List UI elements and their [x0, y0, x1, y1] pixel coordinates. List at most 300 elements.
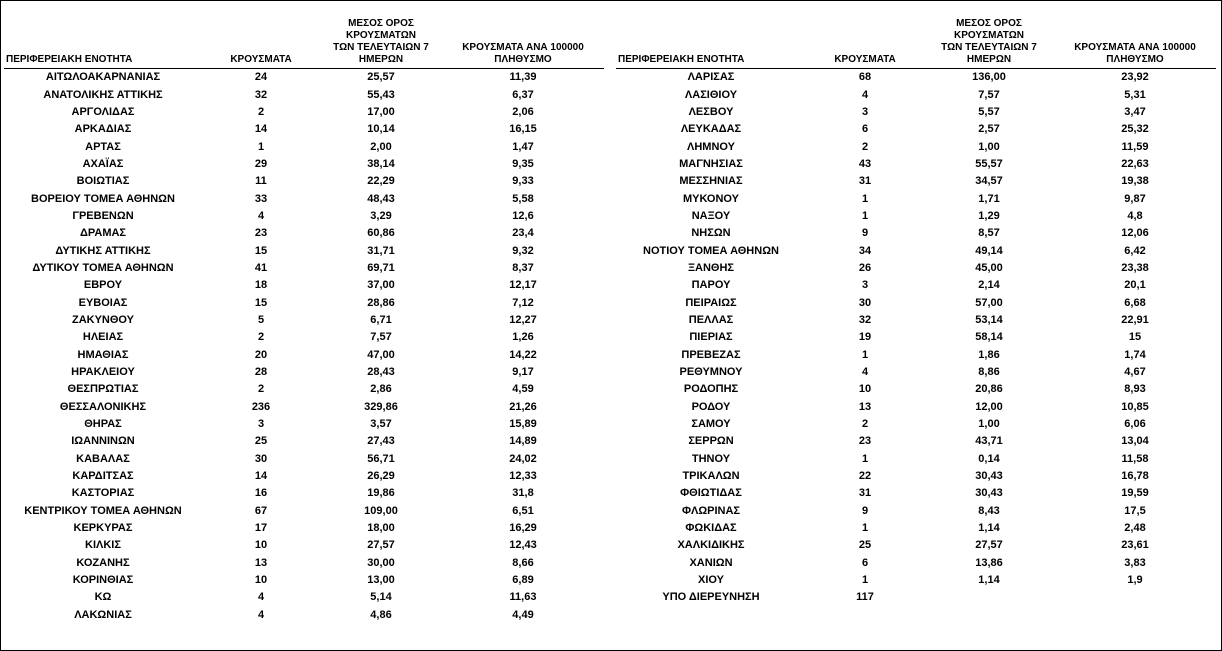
table-row: [616, 503, 1216, 520]
cell-per-100k: 31,8: [512, 487, 534, 500]
cell-cases: 25: [254, 435, 268, 448]
cell-region: ΡΟΔΟΠΗΣ: [683, 383, 739, 396]
cell-region: ΚΑΣΤΟΡΙΑΣ: [71, 487, 135, 500]
table-row: [616, 537, 1216, 554]
cases-table-right: [616, 16, 1216, 607]
cell-cases: 25: [858, 539, 872, 552]
header-avg-7-days: [320, 16, 442, 69]
cell-region: ΞΑΝΘΗΣ: [687, 261, 735, 274]
cell-avg-7-days: 27,43: [367, 435, 395, 448]
cell-region: ΣΑΜΟΥ: [691, 418, 731, 431]
cell-per-100k: 9,33: [512, 175, 534, 188]
cell-avg-7-days: 2,00: [370, 140, 392, 153]
cell-cases: 1: [861, 209, 869, 222]
table-row: [616, 69, 1216, 87]
table-row: [4, 294, 604, 311]
table-header-row: [4, 16, 604, 69]
table-row: [4, 537, 604, 554]
cell-per-100k: 20,1: [1124, 279, 1146, 292]
cell-per-100k: 10,85: [1121, 400, 1149, 413]
cell-cases: 67: [254, 504, 268, 517]
cell-region: ΚΟΖΑΝΗΣ: [76, 556, 130, 569]
cell-avg-7-days: 1,29: [978, 209, 1000, 222]
cell-cases: 3: [861, 279, 869, 292]
table-row: [4, 190, 604, 207]
cell-region: ΗΛΕΙΑΣ: [82, 331, 124, 344]
cell-per-100k: 11,39: [509, 71, 537, 84]
cell-per-100k: [1054, 589, 1216, 606]
header-avg-line2: ΤΩΝ ΤΕΛΕΥΤΑΙΩΝ 7: [941, 42, 1037, 53]
table-row: [616, 104, 1216, 121]
cell-per-100k: 9,32: [512, 244, 534, 257]
cell-per-100k: 2,06: [512, 105, 534, 118]
cell-region: ΚΕΝΤΡΙΚΟΥ ΤΟΜΕΑ ΑΘΗΝΩΝ: [24, 504, 182, 517]
table-row: [616, 347, 1216, 364]
cell-avg-7-days: 49,14: [975, 244, 1003, 257]
table-row: [616, 173, 1216, 190]
cell-cases: 19: [858, 331, 872, 344]
cell-per-100k: 6,51: [512, 504, 534, 517]
cell-cases: 5: [257, 313, 265, 326]
cell-per-100k: 11,58: [1121, 452, 1149, 465]
cell-per-100k: 22,63: [1121, 157, 1149, 170]
cell-per-100k: 2,48: [1124, 522, 1146, 535]
table-row: [616, 555, 1216, 572]
cell-region: ΦΩΚΙΔΑΣ: [685, 522, 737, 535]
cell-region: ΧΑΝΙΩΝ: [689, 556, 733, 569]
cell-avg-7-days: 18,00: [367, 522, 395, 535]
cell-cases: 4: [861, 366, 869, 379]
cell-per-100k: 12,17: [509, 279, 537, 292]
cell-per-100k: 23,61: [1121, 539, 1149, 552]
cell-avg-7-days: 27,57: [975, 539, 1003, 552]
cell-per-100k: 9,17: [512, 366, 534, 379]
header-region: ΠΕΡΙΦΕΡΕΙΑΚΗ ΕΝΟΤΗΤΑ: [616, 16, 806, 69]
table-row: [4, 173, 604, 190]
cell-avg-7-days: 20,86: [975, 383, 1003, 396]
cell-region: ΚΑΒΑΛΑΣ: [76, 452, 130, 465]
cell-region: ΖΑΚΥΝΘΟΥ: [71, 313, 135, 326]
table-row: [4, 607, 604, 624]
cell-avg-7-days: 19,86: [367, 487, 395, 500]
cell-per-100k: 12,33: [509, 470, 537, 483]
cell-region: ΔΥΤΙΚΟΥ ΤΟΜΕΑ ΑΘΗΝΩΝ: [32, 261, 174, 274]
table-row: [616, 381, 1216, 398]
cell-cases: 13: [858, 400, 872, 413]
cell-region: ΠΕΛΛΑΣ: [688, 313, 734, 326]
cell-region: ΑΙΤΩΛΟΑΚΑΡΝΑΝΙΑΣ: [45, 71, 161, 84]
cell-avg-7-days: 55,57: [975, 157, 1003, 170]
cell-region: ΛΑΣΙΘΙΟΥ: [684, 88, 738, 101]
cell-per-100k: 11,63: [509, 591, 537, 604]
cell-cases: 33: [254, 192, 268, 205]
table-row: [616, 468, 1216, 485]
cell-avg-7-days: 47,00: [367, 348, 395, 361]
cell-cases: 236: [251, 400, 271, 413]
cell-avg-7-days: 13,86: [975, 556, 1003, 569]
table-row: [4, 451, 604, 468]
cell-avg-7-days: 109,00: [364, 504, 398, 517]
table-row: [4, 242, 604, 259]
table-row: [616, 364, 1216, 381]
cell-avg-7-days: 7,57: [370, 331, 392, 344]
cell-avg-7-days: 30,00: [367, 556, 395, 569]
cell-cases: 4: [257, 608, 265, 621]
cell-avg-7-days: 5,57: [978, 105, 1000, 118]
table-header-row: [616, 16, 1216, 69]
cell-region: ΝΑΞΟΥ: [691, 209, 731, 222]
table-row: [4, 364, 604, 381]
cell-per-100k: 12,06: [1121, 227, 1149, 240]
cell-region: ΒΟΡΕΙΟΥ ΤΟΜΕΑ ΑΘΗΝΩΝ: [31, 192, 175, 205]
cell-per-100k: 8,93: [1124, 383, 1146, 396]
cell-region: ΚΙΛΚΙΣ: [85, 539, 121, 552]
cell-avg-7-days: 28,86: [367, 296, 395, 309]
table-row: [616, 225, 1216, 242]
cell-cases: 31: [858, 175, 872, 188]
header-per100k-line1: ΚΡΟΥΣΜΑΤΑ ΑΝΑ 100000: [1074, 42, 1196, 53]
cell-region: ΝΗΣΩΝ: [691, 227, 731, 240]
cell-per-100k: 3,83: [1124, 556, 1146, 569]
cell-avg-7-days: 1,00: [978, 418, 1000, 431]
cell-per-100k: 1,47: [512, 140, 534, 153]
table-row: [616, 589, 1216, 606]
table-body-left: [4, 69, 604, 625]
table-row: [616, 520, 1216, 537]
table-row: [616, 260, 1216, 277]
table-row: [616, 572, 1216, 589]
cell-avg-7-days: 3,29: [370, 209, 392, 222]
cell-region: ΘΕΣΣΑΛΟΝΙΚΗΣ: [59, 400, 147, 413]
cell-region: ΚΟΡΙΝΘΙΑΣ: [72, 574, 134, 587]
table-row: [4, 485, 604, 502]
cell-avg-7-days: 329,86: [364, 400, 398, 413]
header-avg-line1: ΜΕΣΟΣ ΟΡΟΣ ΚΡΟΥΣΜΑΤΩΝ: [954, 18, 1024, 41]
cell-region: ΡΟΔΟΥ: [691, 400, 731, 413]
cell-cases: 1: [861, 574, 869, 587]
cell-per-100k: 13,04: [1121, 435, 1149, 448]
cell-cases: 30: [254, 452, 268, 465]
table-row: [616, 242, 1216, 259]
cell-cases: 68: [858, 71, 872, 84]
cell-cases: 2: [861, 140, 869, 153]
cell-per-100k: 6,89: [512, 574, 534, 587]
cell-per-100k: 15: [1128, 331, 1142, 344]
cell-cases: 3: [257, 418, 265, 431]
cell-avg-7-days: 7,57: [978, 88, 1000, 101]
table-row: [4, 225, 604, 242]
cell-cases: 4: [861, 88, 869, 101]
cell-region: ΤΗΝΟΥ: [691, 452, 731, 465]
cell-cases: 14: [254, 470, 268, 483]
cell-cases: 2: [257, 331, 265, 344]
cell-per-100k: 9,87: [1124, 192, 1146, 205]
cell-region: ΕΒΡΟΥ: [83, 279, 123, 292]
cell-avg-7-days: 1,14: [978, 574, 1000, 587]
cell-per-100k: 6,42: [1124, 244, 1146, 257]
table-row: [4, 86, 604, 103]
cell-avg-7-days: 0,14: [978, 452, 1000, 465]
table-row: [4, 312, 604, 329]
cell-per-100k: 1,26: [512, 331, 534, 344]
cell-cases: 41: [254, 261, 268, 274]
cell-avg-7-days: 12,00: [975, 400, 1003, 413]
table-row: [4, 347, 604, 364]
cell-per-100k: 19,38: [1121, 175, 1149, 188]
cell-region: ΒΟΙΩΤΙΑΣ: [76, 175, 130, 188]
table-row: [616, 416, 1216, 433]
cell-region: ΛΑΚΩΝΙΑΣ: [74, 608, 132, 621]
cell-region: ΥΠΟ ΔΙΕΡΕΥΝΗΣΗ: [662, 591, 760, 604]
cell-per-100k: 25,32: [1121, 123, 1149, 136]
cell-avg-7-days: 8,86: [978, 366, 1000, 379]
cell-region: ΜΑΓΝΗΣΙΑΣ: [679, 157, 743, 170]
cell-avg-7-days: 37,00: [367, 279, 395, 292]
cell-per-100k: 1,9: [1127, 574, 1143, 587]
cell-per-100k: 14,89: [509, 435, 537, 448]
cell-region: ΡΕΘΥΜΝΟΥ: [679, 366, 743, 379]
cell-region: ΠΕΙΡΑΙΩΣ: [685, 296, 737, 309]
cell-per-100k: 8,37: [512, 261, 534, 274]
table-row: [4, 555, 604, 572]
table-row: [616, 86, 1216, 103]
cell-cases: 13: [254, 556, 268, 569]
cell-region: ΦΛΩΡΙΝΑΣ: [681, 504, 741, 517]
header-avg-line1: ΜΕΣΟΣ ΟΡΟΣ ΚΡΟΥΣΜΑΤΩΝ: [346, 18, 416, 41]
header-avg-7-days: [924, 16, 1054, 69]
cell-per-100k: 6,37: [512, 88, 534, 101]
header-per100k-line1: ΚΡΟΥΣΜΑΤΑ ΑΝΑ 100000: [462, 42, 584, 53]
cases-table-left: [4, 16, 604, 624]
cell-cases: 4: [257, 209, 265, 222]
cell-cases: 32: [858, 313, 872, 326]
cell-cases: 26: [858, 261, 872, 274]
cell-region: ΚΩ: [94, 591, 112, 604]
cell-per-100k: 5,31: [1124, 88, 1146, 101]
header-region: ΠΕΡΙΦΕΡΕΙΑΚΗ ΕΝΟΤΗΤΑ: [4, 16, 202, 69]
header-avg-line3: ΗΜΕΡΩΝ: [358, 54, 404, 65]
cell-avg-7-days: 34,57: [975, 175, 1003, 188]
table-row: [4, 277, 604, 294]
cell-cases: 1: [257, 140, 265, 153]
table-row: [616, 399, 1216, 416]
cell-per-100k: 14,22: [509, 348, 537, 361]
cell-cases: 1: [861, 192, 869, 205]
cell-per-100k: 17,5: [1124, 504, 1146, 517]
cell-avg-7-days: 1,14: [978, 522, 1000, 535]
header-per-100k: [442, 16, 604, 69]
table-row: [616, 208, 1216, 225]
cell-per-100k: 4,67: [1124, 366, 1146, 379]
cell-cases: 17: [254, 522, 268, 535]
cell-avg-7-days: 55,43: [367, 88, 395, 101]
table-row: [4, 208, 604, 225]
cell-per-100k: 23,4: [512, 227, 534, 240]
cell-cases: 2: [257, 105, 265, 118]
cell-avg-7-days: 1,86: [978, 348, 1000, 361]
table-row: [616, 433, 1216, 450]
cell-cases: 1: [861, 522, 869, 535]
cell-cases: 24: [254, 71, 268, 84]
table-row: [4, 69, 604, 87]
table-row: [616, 312, 1216, 329]
cell-avg-7-days: 43,71: [975, 435, 1003, 448]
table-row: [4, 520, 604, 537]
cell-cases: 15: [254, 296, 268, 309]
header-per100k-line2: ΠΛΗΘΥΣΜΟ: [1106, 54, 1164, 65]
cell-per-100k: 16,78: [1121, 470, 1149, 483]
cell-region: ΜΕΣΣΗΝΙΑΣ: [679, 175, 743, 188]
cell-avg-7-days: 31,71: [367, 244, 395, 257]
table-row: [4, 156, 604, 173]
cell-region: ΣΕΡΡΩΝ: [688, 435, 734, 448]
cell-avg-7-days: 53,14: [975, 313, 1003, 326]
table-row: [616, 190, 1216, 207]
cell-avg-7-days: 8,43: [978, 504, 1000, 517]
cell-region: ΚΕΡΚΥΡΑΣ: [73, 522, 133, 535]
cell-per-100k: 6,06: [1124, 418, 1146, 431]
cell-cases: 43: [858, 157, 872, 170]
cell-region: ΤΡΙΚΑΛΩΝ: [682, 470, 740, 483]
cell-region: ΑΝΑΤΟΛΙΚΗΣ ΑΤΤΙΚΗΣ: [43, 88, 163, 101]
cell-avg-7-days: [924, 589, 1054, 606]
cell-per-100k: 8,66: [512, 556, 534, 569]
table-row: [616, 329, 1216, 346]
cell-cases: 34: [858, 244, 872, 257]
cell-region: ΗΜΑΘΙΑΣ: [77, 348, 129, 361]
cell-avg-7-days: 30,43: [975, 470, 1003, 483]
cell-region: ΠΑΡΟΥ: [691, 279, 731, 292]
cell-region: ΘΕΣΠΡΩΤΙΑΣ: [67, 383, 139, 396]
cell-cases: 10: [254, 574, 268, 587]
header-cases: ΚΡΟΥΣΜΑΤΑ: [806, 16, 924, 69]
table-row: [4, 381, 604, 398]
cell-region: ΔΡΑΜΑΣ: [79, 227, 127, 240]
cell-per-100k: 16,29: [509, 522, 537, 535]
table-row: [616, 156, 1216, 173]
table-row: [4, 503, 604, 520]
cell-cases: 1: [861, 452, 869, 465]
cell-per-100k: 5,58: [512, 192, 534, 205]
cell-region: ΠΙΕΡΙΑΣ: [689, 331, 733, 344]
cell-cases: 31: [858, 487, 872, 500]
cell-cases: 11: [255, 175, 267, 188]
cell-per-100k: 3,47: [1124, 105, 1146, 118]
cell-per-100k: 23,38: [1121, 261, 1149, 274]
cell-per-100k: 19,59: [1121, 487, 1149, 500]
table-row: [4, 260, 604, 277]
cell-avg-7-days: 3,57: [370, 418, 392, 431]
table-row: [616, 294, 1216, 311]
cell-region: ΔΥΤΙΚΗΣ ΑΤΤΙΚΗΣ: [55, 244, 151, 257]
cell-avg-7-days: 57,00: [975, 296, 1003, 309]
cell-per-100k: 12,6: [512, 209, 534, 222]
table-row: [4, 416, 604, 433]
cell-cases: 9: [861, 227, 869, 240]
table-row: [4, 329, 604, 346]
cell-cases: 6: [861, 123, 869, 136]
cell-region: ΦΘΙΩΤΙΔΑΣ: [680, 487, 742, 500]
cell-avg-7-days: 60,86: [367, 227, 395, 240]
cell-avg-7-days: 136,00: [972, 71, 1006, 84]
cell-cases: 22: [858, 470, 872, 483]
cell-cases: 10: [858, 383, 872, 396]
cell-region: ΠΡΕΒΕΖΑΣ: [681, 348, 741, 361]
cell-per-100k: 11,59: [1121, 140, 1149, 153]
table-row: [4, 572, 604, 589]
cell-region: ΑΡΓΟΛΙΔΑΣ: [71, 105, 135, 118]
cell-cases: 4: [257, 591, 265, 604]
cell-cases: 23: [254, 227, 268, 240]
table-row: [616, 121, 1216, 138]
table-row: [616, 451, 1216, 468]
cell-region: ΛΕΣΒΟΥ: [688, 105, 734, 118]
cell-per-100k: 4,59: [512, 383, 534, 396]
cell-avg-7-days: 56,71: [367, 452, 395, 465]
cell-per-100k: 15,89: [509, 418, 537, 431]
cell-cases: 3: [861, 105, 869, 118]
table-row: [4, 138, 604, 155]
table-row: [616, 485, 1216, 502]
cell-region: ΕΥΒΟΙΑΣ: [78, 296, 128, 309]
cell-cases: 10: [254, 539, 268, 552]
cell-avg-7-days: 4,86: [370, 608, 392, 621]
cell-per-100k: 23,92: [1121, 71, 1149, 84]
table-row: [616, 277, 1216, 294]
cell-avg-7-days: 48,43: [367, 192, 395, 205]
cell-avg-7-days: 2,57: [978, 123, 1000, 136]
cell-avg-7-days: 2,86: [370, 383, 392, 396]
cell-per-100k: 1,74: [1124, 348, 1146, 361]
table-row: [4, 104, 604, 121]
cell-per-100k: 9,35: [512, 157, 534, 170]
cell-avg-7-days: 1,71: [978, 192, 1000, 205]
cell-avg-7-days: 10,14: [367, 123, 395, 136]
table-row: [4, 433, 604, 450]
cell-cases: 9: [861, 504, 869, 517]
cell-avg-7-days: 30,43: [975, 487, 1003, 500]
cell-per-100k: 16,15: [509, 123, 537, 136]
cell-cases: 32: [254, 88, 268, 101]
cell-per-100k: 6,68: [1124, 296, 1146, 309]
cell-region: ΑΧΑΪΑΣ: [82, 157, 124, 170]
cell-region: ΛΕΥΚΑΔΑΣ: [680, 123, 742, 136]
cell-region: ΧΙΟΥ: [698, 574, 724, 587]
cell-avg-7-days: 2,14: [978, 279, 1000, 292]
cell-avg-7-days: 5,14: [370, 591, 392, 604]
cell-region: ΛΑΡΙΣΑΣ: [687, 71, 735, 84]
table-row: [616, 138, 1216, 155]
cell-avg-7-days: 28,43: [367, 366, 395, 379]
cell-per-100k: 24,02: [509, 452, 537, 465]
cell-avg-7-days: 69,71: [367, 261, 395, 274]
header-avg-line2: ΤΩΝ ΤΕΛΕΥΤΑΙΩΝ 7: [333, 42, 429, 53]
cell-avg-7-days: 26,29: [367, 470, 395, 483]
cell-cases: 14: [254, 123, 268, 136]
cell-avg-7-days: 38,14: [367, 157, 395, 170]
cell-cases: 18: [254, 279, 268, 292]
table-row: [4, 589, 604, 606]
cell-cases: 1: [861, 348, 869, 361]
header-per100k-line2: ΠΛΗΘΥΣΜΟ: [494, 54, 552, 65]
cell-per-100k: 12,27: [509, 313, 537, 326]
cell-avg-7-days: 1,00: [978, 140, 1000, 153]
cell-region: ΓΡΕΒΕΝΩΝ: [72, 209, 134, 222]
table-row: [4, 468, 604, 485]
header-avg-line3: ΗΜΕΡΩΝ: [966, 54, 1012, 65]
cell-cases: 30: [858, 296, 872, 309]
cell-region: ΚΑΡΔΙΤΣΑΣ: [72, 470, 134, 483]
